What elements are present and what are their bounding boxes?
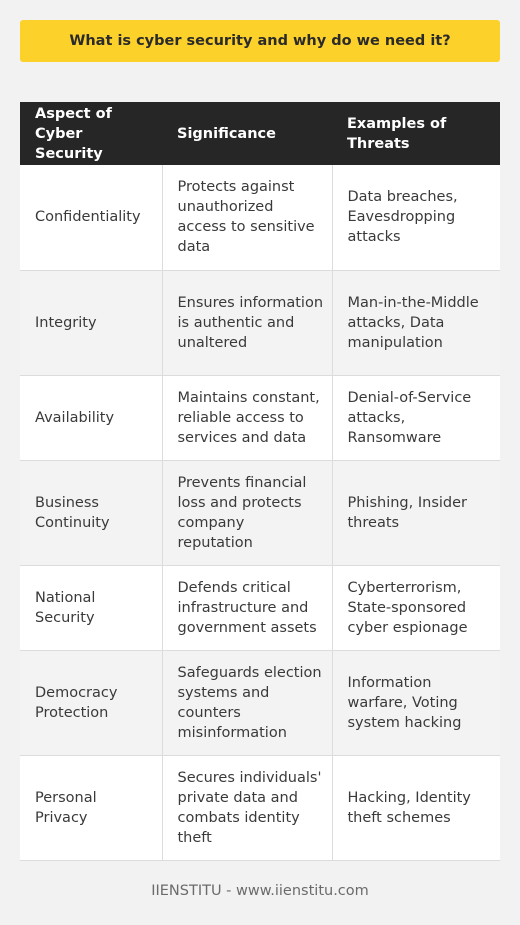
cell-aspect: Personal Privacy [20,755,162,860]
cell-significance: Secures individuals' private data and combats identity theft [162,755,332,860]
table-row [20,755,500,860]
table-row [20,375,500,460]
footer-credit: IIENSTITU - www.iienstitu.com [151,883,369,899]
table-row [20,165,500,270]
cell-significance: Safeguards election systems and counters misinformation [162,650,332,755]
cell-significance: Ensures information is authentic and unaltered [162,270,332,375]
cell-aspect: National Security [20,565,162,650]
cell-threats: Cyberterrorism, State-sponsored cyber espionage [332,565,500,650]
cell-significance: Protects against unauthorized access to sensitive data [162,165,332,270]
cell-aspect: Business Continuity [20,460,162,565]
header-significance: Significance [162,102,332,165]
table-row [20,650,500,755]
cell-threats: Man-in-the-Middle attacks, Data manipulation [332,270,500,375]
cell-aspect: Democracy Protection [20,650,162,755]
title-banner [20,20,500,62]
cell-significance: Maintains constant, reliable access to services and data [162,375,332,460]
cell-threats: Hacking, Identity theft schemes [332,755,500,860]
cell-threats: Information warfare, Voting system hacking [332,650,500,755]
page-title: What is cyber security and why do we need it? [69,33,451,49]
cell-aspect: Confidentiality [20,165,162,270]
cell-significance: Defends critical infrastructure and government assets [162,565,332,650]
table-header-row [20,102,500,165]
cell-threats: Data breaches, Eavesdropping attacks [332,165,500,270]
cell-significance: Prevents financial loss and protects company reputation [162,460,332,565]
table-row [20,270,500,375]
table-row [20,460,500,565]
cell-aspect: Availability [20,375,162,460]
table-row [20,565,500,650]
cyber-security-table [20,102,500,861]
cell-aspect: Integrity [20,270,162,375]
cell-threats: Denial-of-Service attacks, Ransomware [332,375,500,460]
header-threats: Examples of Threats [332,102,500,165]
cell-threats: Phishing, Insider threats [332,460,500,565]
header-aspect: Aspect of Cyber Security [20,102,162,165]
